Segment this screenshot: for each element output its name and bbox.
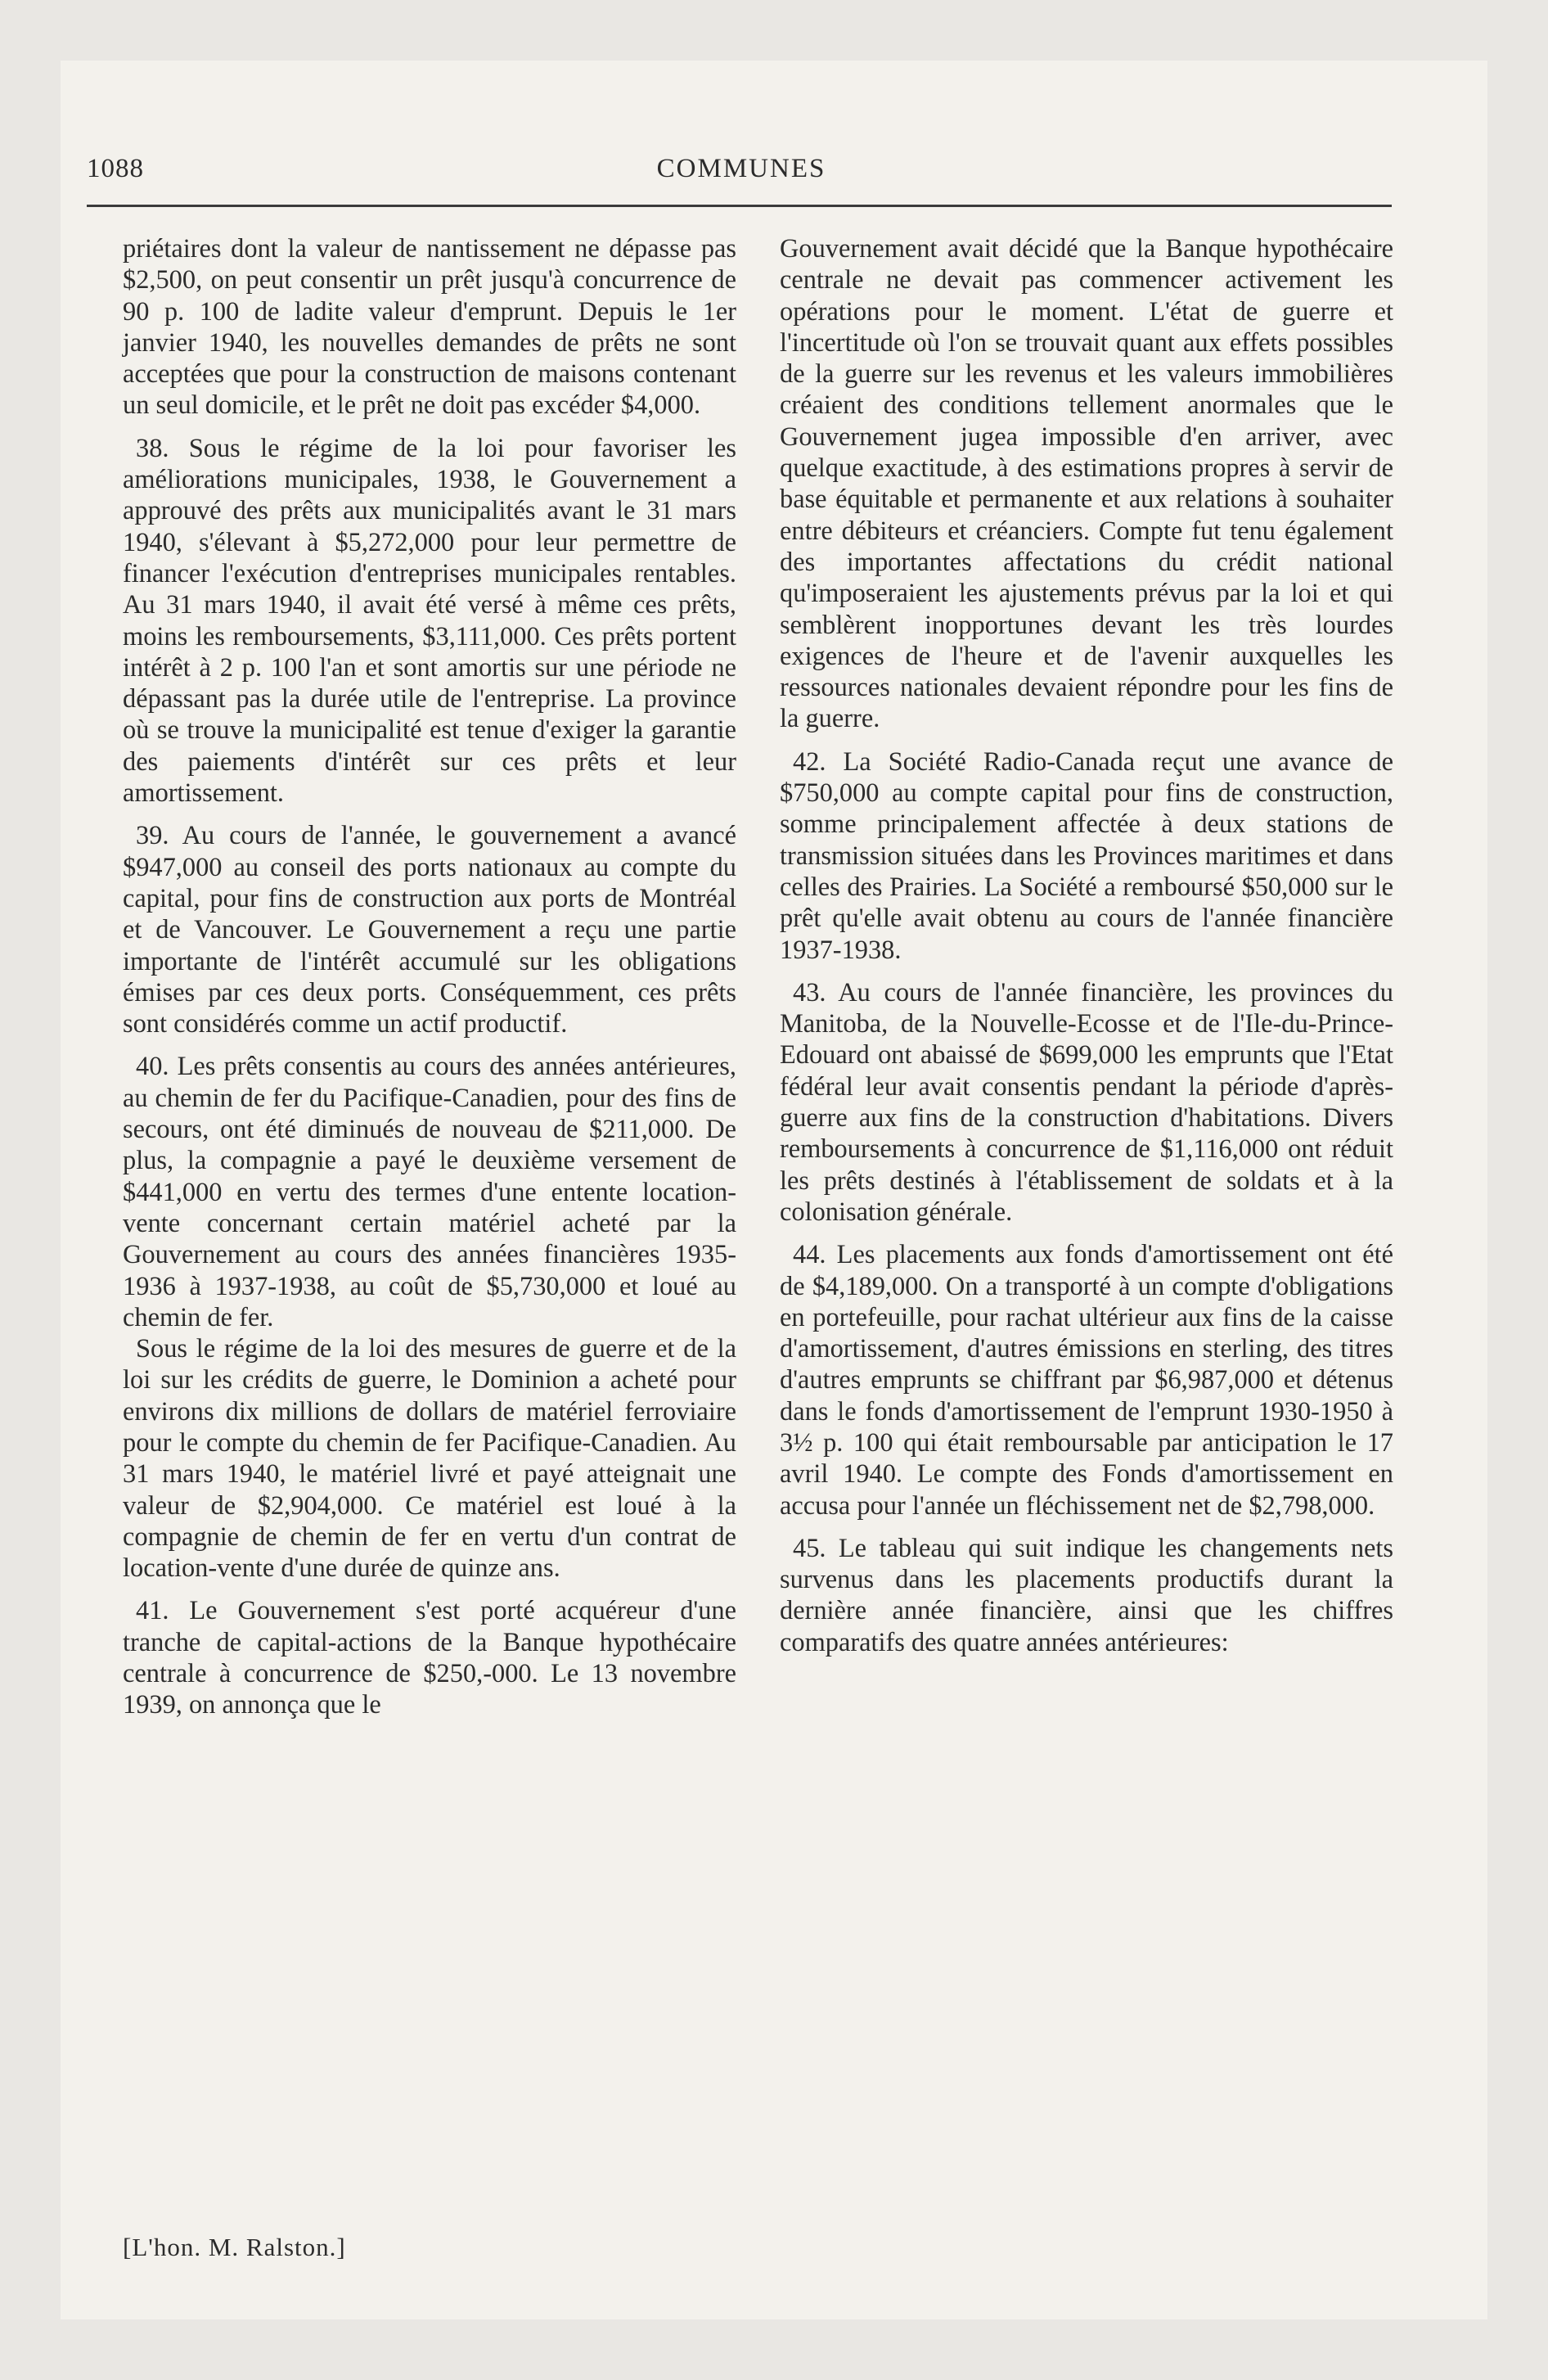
paragraph-41: 41. Le Gouvernement s'est porté acquéreur d'une tranche de capital-actions de la Banque hypothécaire centrale à concurrence de $250,-000. Le 13 novembre 1939, on annonça que le: [123, 1596, 736, 1720]
paragraph-40-continued: Sous le régime de la loi des mesures de guerre et de la loi sur les crédits de guerre, le Dominion a acheté pour environs dix millions de dollars de matériel ferroviaire pour le compte du chemin de fer Pacifique-Canadien. Au 31 mars 1940, le matériel livré et payé atteignait une valeur de $2,904,000. Ce matériel est loué à la compagnie de chemin de fer en vertu d'un contrat de location-vente d'une durée de quinze ans.: [123, 1334, 736, 1584]
paragraph-38: 38. Sous le régime de la loi pour favoriser les améliorations municipales, 1938, le Gouvernement a approuvé des prêts aux municipalités avant le 31 mars 1940, s'élevant à $5,272,000 pour leur permettre de financer l'exécution d'entreprises municipales rentables. Au 31 mars 1940, il avait été versé à même ces prêts, moins les remboursements, $3,111,000. Ces prêts portent intérêt à 2 p. 100 l'an et sont amortis sur une période ne dépassant pas la durée utile de l'entreprise. La province où se trouve la municipalité est tenue d'exiger la garantie des paiements d'intérêt sur ces prêts et leur amortissement.: [123, 433, 736, 809]
paragraph-40: 40. Les prêts consentis au cours des années antérieures, au chemin de fer du Pacifique-Canadien, pour des fins de secours, ont été diminués de nouveau de $211,000. De plus, la compagnie a payé le deuxième versement de $441,000 en vertu des termes d'une entente location-vente concernant certain matériel acheté par la Gouvernement au cours des années financières 1935-1936 à 1937-1938, au coût de $5,730,000 et loué au chemin de fer.: [123, 1052, 736, 1332]
header-rule: [87, 205, 1392, 207]
page-title: COMMUNES: [656, 154, 826, 183]
paragraph-42: 42. La Société Radio-Canada reçut une avance de $750,000 au compte capital pour fins de construction, somme principalement affectée à deux stations de transmission situées dans les Provinces maritimes et dans celles des Prairies. La Société a remboursé $50,000 sur le prêt qu'elle avait obtenu au cours de l'année financière 1937-1938.: [780, 746, 1393, 965]
speaker-footer: [L'hon. M. Ralston.]: [123, 2233, 346, 2261]
right-column: [780, 233, 1393, 1658]
paragraph: priétaires dont la valeur de nantissement ne dépasse pas $2,500, on peut consentir un prêt jusqu'à concurrence de 90 p. 100 de ladite valeur d'emprunt. Depuis le 1er janvier 1940, les nouvelles demandes de prêts ne sont acceptées que pour la construction de maisons contenant un seul domicile, et le prêt ne doit pas excéder $4,000.: [123, 234, 736, 421]
left-column: [123, 233, 736, 1721]
paragraph-39: 39. Au cours de l'année, le gouvernement a avancé $947,000 au conseil des ports nationaux au compte du capital, pour fins de construction aux ports de Montréal et de Vancouver. Le Gouvernement a reçu une partie importante de l'intérêt accumulé sur les obligations émises par ces deux ports. Conséquemment, ces prêts sont considérés comme un actif productif.: [123, 821, 736, 1039]
paragraph-43: 43. Au cours de l'année financière, les provinces du Manitoba, de la Nouvelle-Ecosse et de l'Ile-du-Prince-Edouard ont abaissé de $699,000 les emprunts que l'Etat fédéral leur avait consentis pendant la période d'après-guerre aux fins de la construction d'habitations. Divers remboursements à concurrence de $1,116,000 ont réduit les prêts destinés à l'établissement de soldats et à la colonisation générale.: [780, 977, 1393, 1227]
paragraph-41-continued: Gouvernement avait décidé que la Banque hypothécaire centrale ne devait pas commencer activement les opérations pour le moment. L'état de guerre et l'incertitude où l'on se trouvait quant aux effets possibles de la guerre sur les revenus et les valeurs immobilières créaient des conditions tellement anormales que le Gouvernement jugea impossible d'en arriver, avec quelque exactitude, à des estimations propres à servir de base équitable et permanente et aux relations à souhaiter entre débiteurs et créanciers. Compte fut tenu également des importantes affectations du crédit national qu'imposeraient les ajustements prévus par la loi et qui semblèrent inopportunes devant les très lourdes exigences de l'heure et de l'avenir auxquelles les ressources nationales devaient répondre pour les fins de la guerre.: [780, 234, 1393, 734]
page-header: [87, 154, 1396, 203]
paragraph-45: 45. Le tableau qui suit indique les changements nets survenus dans les placements productifs durant la dernière année financière, ainsi que les chiffres comparatifs des quatre années antérieures:: [780, 1533, 1393, 1657]
page-number: 1088: [87, 154, 144, 183]
paragraph-44: 44. Les placements aux fonds d'amortissement ont été de $4,189,000. On a transporté à un compte d'obligations en portefeuille, pour rachat ultérieur aux fins de la caisse d'amortissement, d'autres émissions en sterling, des titres d'autres emprunts se chiffrant par $6,987,000 et détenus dans le fonds d'amortissement de l'emprunt 1930-1950 à 3½ p. 100 qui était remboursable par anticipation le 17 avril 1940. Le compte des Fonds d'amortissement en accusa pour l'année un fléchissement net de $2,798,000.: [780, 1240, 1393, 1521]
